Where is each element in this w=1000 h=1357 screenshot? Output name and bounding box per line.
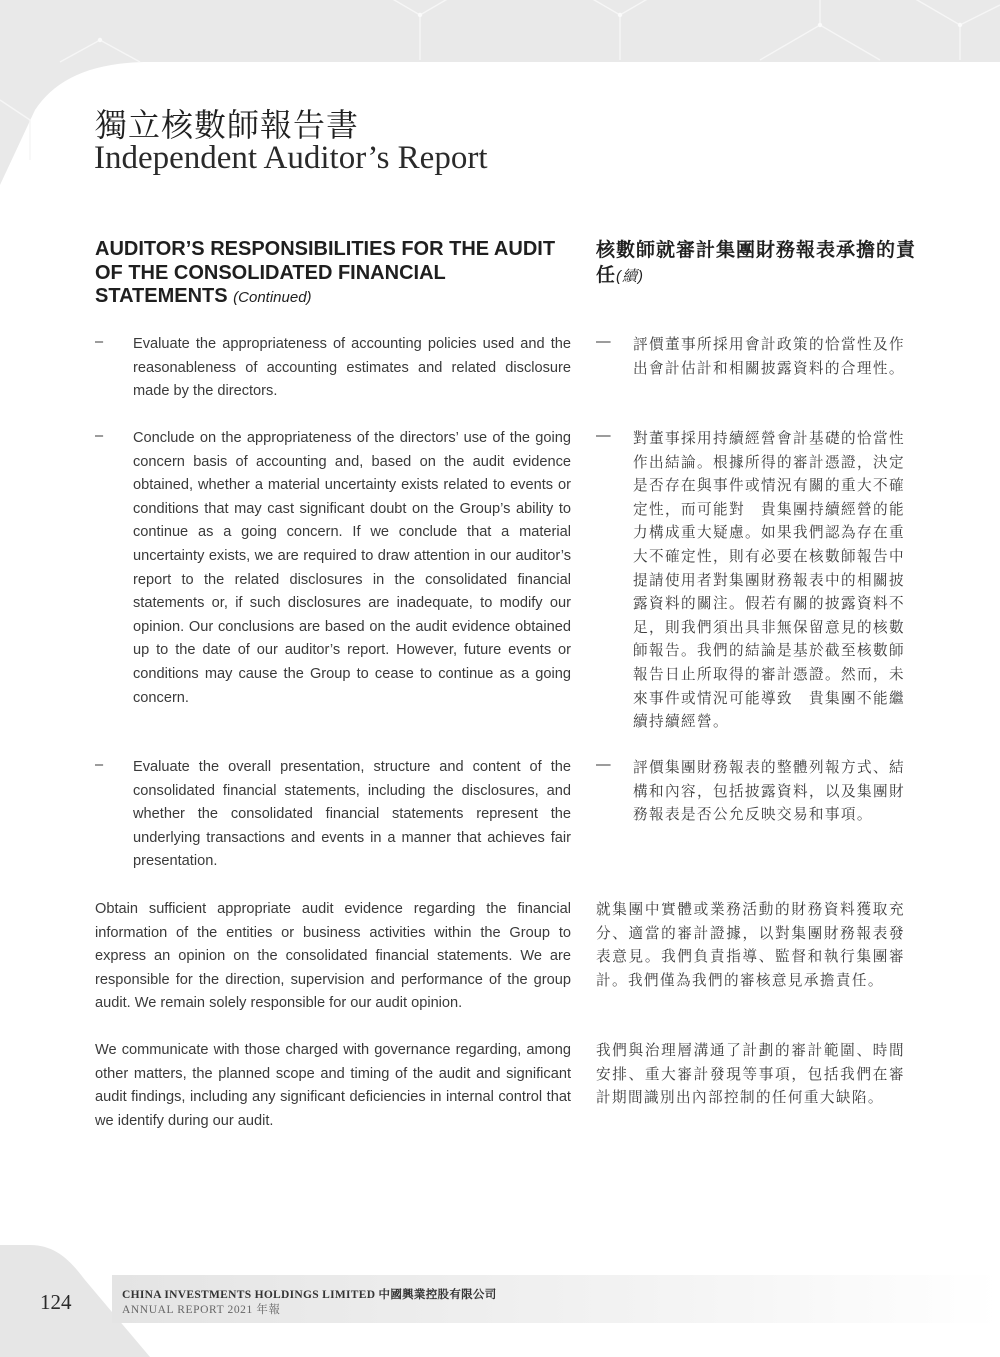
bullet-text-english: Evaluate the appropriateness of accounting policies used and the reasonableness of accounting estimates and related disclosure made by the directors. [133,336,571,400]
page-title-english: Independent Auditor’s Report [94,140,488,176]
paragraph-english: We communicate with those charged with governance regarding, among other matters, the planned scope and timing of the audit and significant audit findings, including any significant deficiencies in internal control that we identify during our audit. [95,1042,571,1129]
company-name: CHINA INVESTMENTS HOLDINGS LIMITED 中國興業控股有限公司 [122,1289,497,1301]
bullet-dash-chinese: — [596,334,611,350]
paragraph-english: Obtain sufficient appropriate audit evidence regarding the financial information of the entities or business activities within the Group to express an opinion on the consolidated financial statements. We are responsible for the direction, supervision and performance of the group audit. We remain solely responsible for our audit opinion. [95,901,571,1012]
section-heading-chinese [596,238,916,289]
bullet-text-english: Conclude on the appropriateness of the directors’ use of the going concern basis of accounting and, based on the audit evidence obtained, whether a material uncertainty exists related to events or conditions that may cast significant doubt on the Group’s ability to continue as a going concern. If we conclude that a material uncertainty exists, we are required to draw attention in our auditor’s report to the related disclosures in the consolidated financial statements or, if such disclosures are inadequate, to modify our opinion. Our conclusions are based on the audit evidence obtained up to the date of our auditor’s report. However, future events or conditions may cause the Group to cease to continue as a going concern. [133,430,571,706]
section-heading-english-text: AUDITOR’S RESPONSIBILITIES FOR THE AUDIT OF THE CONSOLIDATED FINANCIAL STATEMENTS [95,238,556,307]
bullet-text-english: Evaluate the overall presentation, structure and content of the consolidated financial statements, including the disclosures, and whether the consolidated financial statements represent the underlying transactions and events in a manner that achieves fair presentation. [133,759,571,870]
report-year: ANNUAL REPORT 2021 年報 [122,1304,281,1316]
bullet-dash-english: – [95,334,104,350]
bullet-dash-chinese: — [596,757,611,773]
bullet-text-chinese: 對董事採用持續經營會計基礎的恰當性作出結論。根據所得的審計憑證，決定是否存在與事件或情況有關的重大不確定性，而可能對 貴集團持續經營的能力構成重大疑慮。如果我們認為存在重大不確定性，則有必要在核數師報告中提請使用者對集團財務報表中的相關披露資料的關注。假若有關的披露資料不足，則我們須出具非無保留意見的核數師報告。我們的結論是基於截至核數師報告日止所取得的審計憑證。然而，未來事件或情況可能導致 貴集團不能繼續持續經營。 [633,430,905,731]
bullet-text-chinese: 評價集團財務報表的整體列報方式、結構和內容，包括披露資料，以及集團財務報表是否公允反映交易和事項。 [633,759,905,824]
page-number: 124 [40,1290,72,1314]
section-heading-chinese-text: 核數師就審計集團財務報表承擔的責任 [596,240,917,286]
paragraph-chinese: 我們與治理層溝通了計劃的審計範圍、時間安排、重大審計發現等事項，包括我們在審計期間識別出內部控制的任何重大缺陷。 [596,1042,905,1107]
bullet-dash-english: – [95,757,104,773]
page-title-chinese: 獨立核數師報告書 [95,106,360,144]
section-heading-english [95,238,565,310]
paragraph-chinese: 就集團中實體或業務活動的財務資料獲取充分、適當的審計證據，以對集團財務報表發表意見。我們負責指導、監督和執行集團審計。我們僅為我們的審核意見承擔責任。 [596,901,905,989]
bullet-dash-chinese: — [596,428,611,444]
bullet-text-chinese: 評價董事所採用會計政策的恰當性及作出會計估計和相關披露資料的合理性。 [633,336,905,377]
continued-label-chinese: (續) [616,268,645,285]
bullet-dash-english: – [95,428,104,444]
continued-label-english: (Continued) [233,289,312,306]
